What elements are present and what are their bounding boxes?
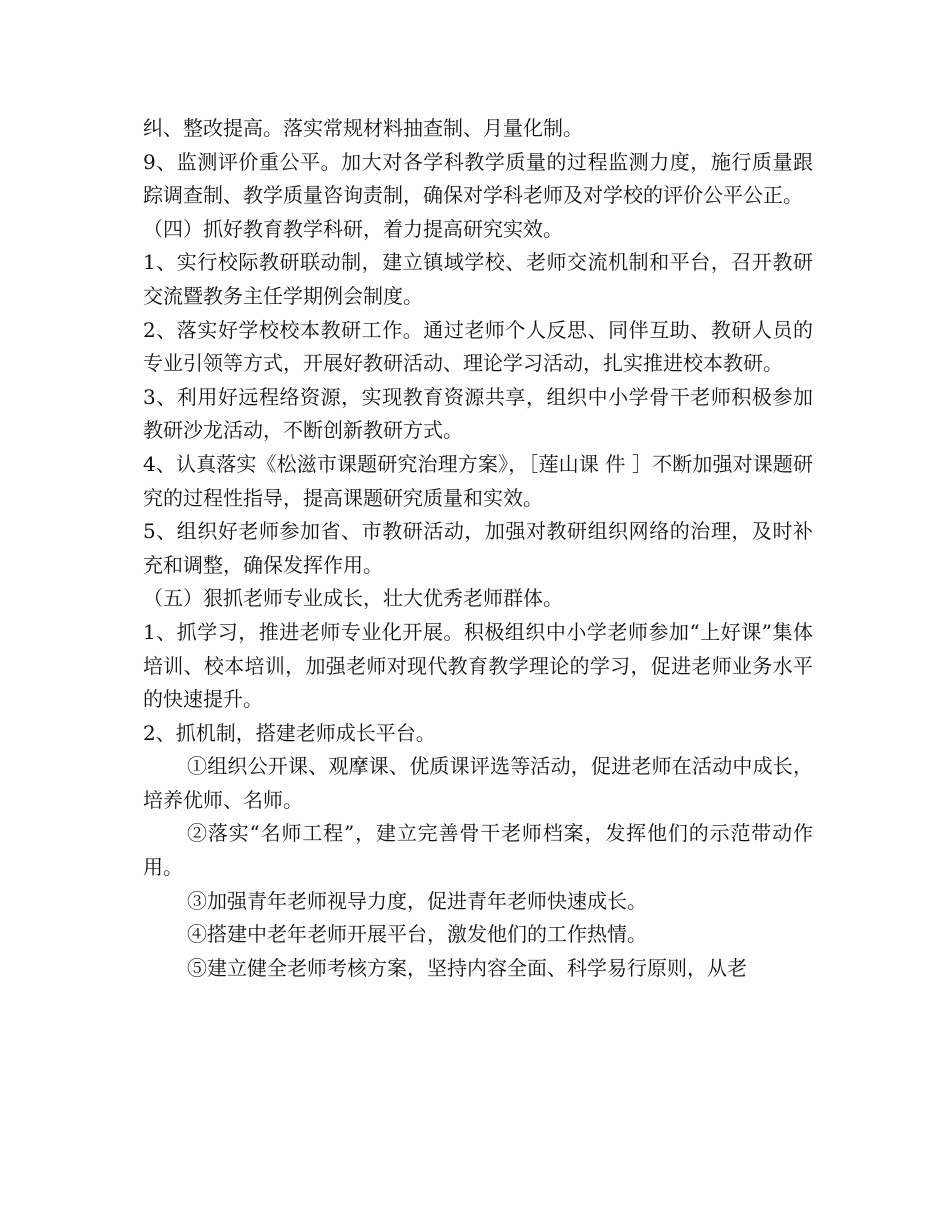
document-page [143,112,813,985]
section-heading-4: （四）抓好教育教学科研，着力提高研究实效。 [143,216,563,241]
paragraph-item-1b: 1、抓学习，推进老师专业化开展。积极组织中小学老师参加“上好课”集体培训、校本培训，加强老师对现代教育教学理论的学习，促进老师业务水平的快速提升。 [143,619,813,712]
paragraph-item-9: 9、监测评价重公平。加大对各学科教学质量的过程监测力度，施行质量跟踪调查制、教学质量咨询责制，确保对学科老师及对学校的评价公平公正。 [143,149,813,208]
sub-item-4: ④搭建中老年老师开展平台，激发他们的工作热情。 [187,922,647,947]
paragraph-item-1: 1、实行校际教研联动制，建立镇域学校、老师交流机制和平台，召开教研交流暨教务主任学期例会制度。 [143,250,813,308]
paragraph-item-5: 5、组织好老师参加省、市教研活动，加强对教研组织网络的治理，及时补充和调整，确保发挥作用。 [143,519,813,577]
sub-item-3: ③加强青年老师视导力度，促进青年老师快速成长。 [187,888,647,913]
sub-item-2: ②落实“名师工程”，建立完善骨干老师档案，发挥他们的示范带动作用。 [143,821,813,880]
paragraph-item-3: 3、利用好远程络资源，实现教育资源共享，组织中小学骨干老师积极参加教研沙龙活动，不断创新教研方式。 [143,384,813,443]
paragraph-item-2b: 2、抓机制，搭建老师成长平台。 [143,720,436,745]
paragraph-item-2: 2、落实好学校校本教研工作。通过老师个人反思、同伴互助、教研人员的专业引领等方式，开展好教研活动、理论学习活动，扎实推进校本教研。 [143,317,813,376]
sub-item-5: ⑤建立健全老师考核方案，坚持内容全面、科学易行原则，从老 [187,955,747,980]
paragraph-item-4: 4、认真落实《松滋市课题研究治理方案》，［莲山课 件 ］不断加强对课题研究的过程性指导，提高课题研究质量和实效。 [143,451,813,510]
sub-item-1: ①组织公开课、观摩课、优质课评选等活动，促进老师在活动中成长，培养优师、名师。 [143,754,813,812]
section-heading-5: （五）狠抓老师专业成长，壮大优秀老师群体。 [143,586,563,611]
paragraph-continuation: 纠、整改提高。落实常规材料抽查制、月量化制。 [143,116,583,140]
